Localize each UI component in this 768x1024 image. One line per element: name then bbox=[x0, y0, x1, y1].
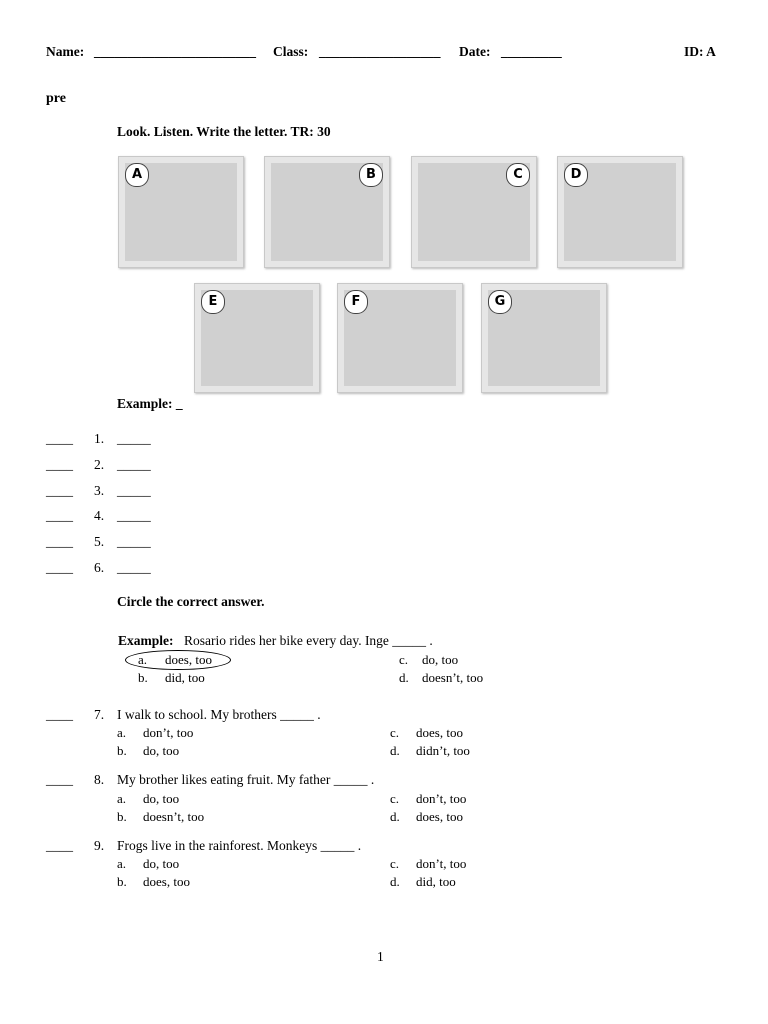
picture-b bbox=[264, 156, 390, 268]
picture-g bbox=[481, 283, 607, 393]
picture-c bbox=[411, 156, 537, 268]
example-option-a[interactable]: does, too bbox=[165, 652, 212, 667]
class-label: Class: bbox=[273, 44, 309, 59]
option-letter: c. bbox=[390, 856, 400, 871]
answer-blank[interactable]: ____ bbox=[46, 707, 73, 722]
option-letter: c. bbox=[390, 791, 400, 806]
option-b[interactable]: doesn’t, too bbox=[143, 809, 205, 824]
answer-blank[interactable]: ____ bbox=[46, 838, 73, 853]
circle-instruction: Circle the correct answer. bbox=[117, 594, 265, 609]
question-text: My brother likes eating fruit. My father _____ . bbox=[117, 772, 375, 787]
name-blank[interactable]: ________________________ bbox=[94, 44, 256, 59]
example-text: Rosario rides her bike every day. Inge _____ . bbox=[184, 633, 433, 648]
listen-example: Example: _ bbox=[117, 396, 183, 411]
option-letter: d. bbox=[390, 809, 400, 824]
item-number: 5. bbox=[94, 534, 105, 549]
answer-blank[interactable]: ____ bbox=[46, 534, 73, 549]
item-number: 3. bbox=[94, 483, 105, 498]
option-d[interactable]: does, too bbox=[416, 809, 463, 824]
answer-blank[interactable]: ____ bbox=[46, 483, 73, 498]
option-letter: a. bbox=[117, 856, 127, 871]
answer-blank[interactable]: ____ bbox=[46, 457, 73, 472]
picture-e bbox=[194, 283, 320, 393]
answer-line[interactable]: _____ bbox=[117, 431, 151, 446]
option-letter: d. bbox=[390, 743, 400, 758]
date-label: Date: bbox=[459, 44, 491, 59]
option-letter: d. bbox=[390, 874, 400, 889]
answer-line[interactable]: _____ bbox=[117, 508, 151, 523]
picture-d-letter: D bbox=[564, 163, 588, 187]
option-letter: b. bbox=[117, 809, 127, 824]
picture-f-letter: F bbox=[344, 290, 368, 314]
option-b[interactable]: do, too bbox=[143, 743, 180, 758]
option-b[interactable]: does, too bbox=[143, 874, 190, 889]
answer-blank[interactable]: ____ bbox=[46, 508, 73, 523]
answer-line[interactable]: _____ bbox=[117, 483, 151, 498]
example-option-c[interactable]: do, too bbox=[422, 652, 459, 667]
question-text: Frogs live in the rainforest. Monkeys _____ . bbox=[117, 838, 362, 853]
picture-e-letter: E bbox=[201, 290, 225, 314]
answer-line[interactable]: _____ bbox=[117, 457, 151, 472]
answer-line[interactable]: _____ bbox=[117, 560, 151, 575]
question-text: I walk to school. My brothers _____ . bbox=[117, 707, 321, 722]
option-a[interactable]: do, too bbox=[143, 791, 180, 806]
picture-d bbox=[557, 156, 683, 268]
option-letter: a. bbox=[117, 791, 127, 806]
listen-instruction: Look. Listen. Write the letter. TR: 30 bbox=[117, 124, 331, 139]
option-d[interactable]: did, too bbox=[416, 874, 456, 889]
picture-b-letter: B bbox=[359, 163, 383, 187]
option-d[interactable]: didn’t, too bbox=[416, 743, 470, 758]
id-label: ID: A bbox=[684, 44, 716, 59]
picture-g-letter: G bbox=[488, 290, 512, 314]
option-a[interactable]: do, too bbox=[143, 856, 180, 871]
option-letter: a. bbox=[138, 652, 148, 667]
option-letter: c. bbox=[390, 725, 400, 740]
example-option-b[interactable]: did, too bbox=[165, 670, 205, 685]
item-number: 2. bbox=[94, 457, 105, 472]
section-title: pre bbox=[46, 91, 66, 106]
option-c[interactable]: don’t, too bbox=[416, 791, 467, 806]
option-c[interactable]: don’t, too bbox=[416, 856, 467, 871]
picture-a bbox=[118, 156, 244, 268]
option-c[interactable]: does, too bbox=[416, 725, 463, 740]
name-label: Name: bbox=[46, 44, 85, 59]
option-a[interactable]: don’t, too bbox=[143, 725, 194, 740]
answer-blank[interactable]: ____ bbox=[46, 560, 73, 575]
item-number: 6. bbox=[94, 560, 105, 575]
option-letter: b. bbox=[117, 874, 127, 889]
answer-line[interactable]: _____ bbox=[117, 534, 151, 549]
answer-blank[interactable]: ____ bbox=[46, 772, 73, 787]
example-option-d[interactable]: doesn’t, too bbox=[422, 670, 484, 685]
question-number: 9. bbox=[94, 838, 105, 853]
picture-f bbox=[337, 283, 463, 393]
option-letter: a. bbox=[117, 725, 127, 740]
date-blank[interactable]: _________ bbox=[501, 44, 562, 59]
option-letter: b. bbox=[138, 670, 148, 685]
answer-blank[interactable]: ____ bbox=[46, 431, 73, 446]
item-number: 4. bbox=[94, 508, 105, 523]
question-number: 8. bbox=[94, 772, 105, 787]
picture-a-letter: A bbox=[125, 163, 149, 187]
option-letter: b. bbox=[117, 743, 127, 758]
option-letter: c. bbox=[399, 652, 409, 667]
item-number: 1. bbox=[94, 431, 105, 446]
example-label: Example: bbox=[118, 633, 174, 648]
option-letter: d. bbox=[399, 670, 409, 685]
page-number: 1 bbox=[377, 949, 384, 964]
picture-c-letter: C bbox=[506, 163, 530, 187]
question-number: 7. bbox=[94, 707, 105, 722]
class-blank[interactable]: __________________ bbox=[319, 44, 441, 59]
